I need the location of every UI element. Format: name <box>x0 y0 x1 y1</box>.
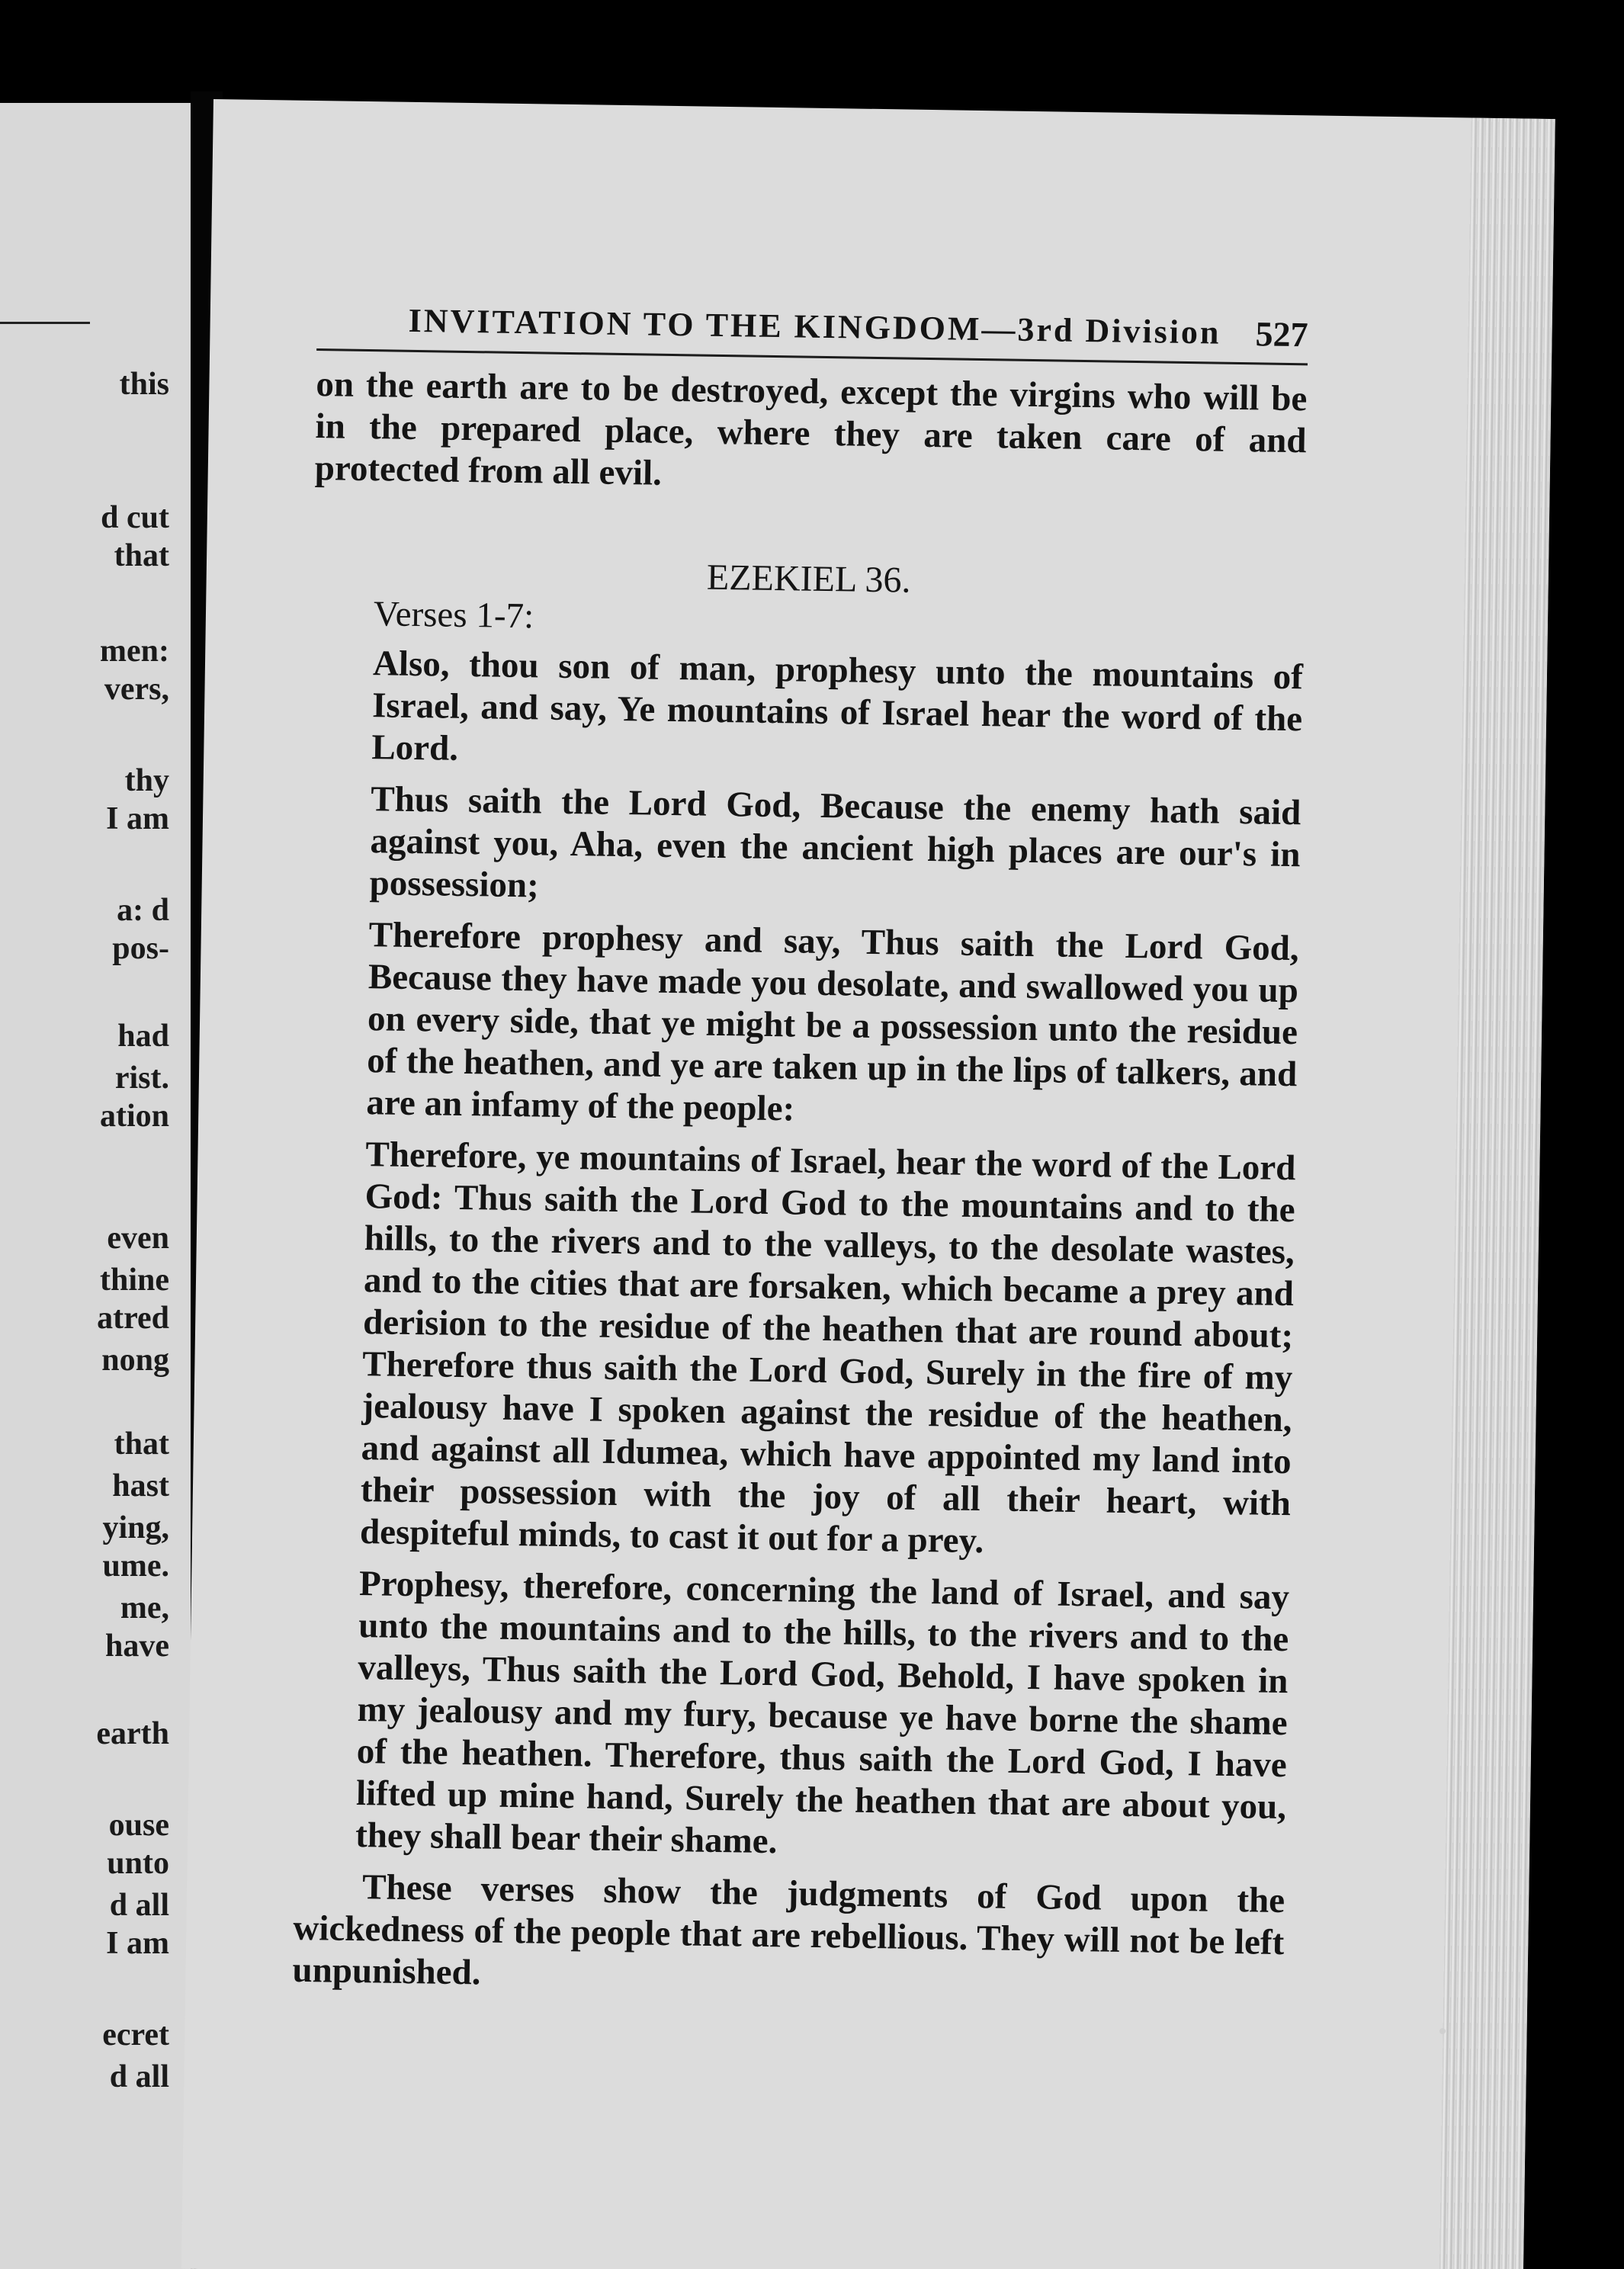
main-page <box>181 99 1555 2269</box>
left-page-line: ation <box>99 1099 169 1134</box>
left-page-line: pos- <box>112 931 169 966</box>
verse-paragraph: Also, thou son of man, prophesy unto the mountains of Israel, and say, Ye mountains of Israel hear the word of the Lord. <box>371 643 1304 769</box>
left-page-line: even <box>107 1221 169 1256</box>
page-number: 527 <box>1255 314 1308 355</box>
left-page-line: d all <box>109 1888 169 1923</box>
left-page-line: ume. <box>102 1549 169 1584</box>
page-stack-edge <box>1439 117 1555 2269</box>
left-page-line: thine <box>99 1263 169 1298</box>
verse-paragraph: Thus saith the Lord God, Because the enemy hath said against you, Aha, even the ancient high places are our's in possession; <box>369 779 1301 906</box>
header-title: INVITATION TO THE KINGDOM—3rd Division <box>408 301 1221 351</box>
left-page-line: thy <box>124 763 169 798</box>
scan-border-right <box>1555 0 1624 2269</box>
left-page-line: ying, <box>102 1510 169 1545</box>
left-page-line: me, <box>120 1590 169 1626</box>
verse-paragraph: Prophesy, therefore, concerning the land of Israel, and say unto the mountains and to the hills, to the rivers and to the valleys, Thus saith the Lord God, Behold, I have spoken in my jealousy and my fury, because ye have borne the shame of the heathen. Therefore, thus saith the Lord God, I have lifted up mine hand, Surely the heathen that are about you, they shall bear their shame. <box>355 1564 1290 1862</box>
left-page-line: a: d <box>117 893 169 928</box>
left-page-line: ecret <box>102 2017 169 2052</box>
opening-paragraph: on the earth are to be destroyed, except the virgins who will be in the prepared place, where they are taken care of and protected from all evil. <box>314 364 1308 493</box>
left-page-line: ouse <box>108 1808 169 1843</box>
verse-paragraph: Therefore prophesy and say, Thus saith the Lord God, Because they have made you desolate, and swallowed you up on every side, that ye might be a possession unto the residue of the heathen, and ye are taken up in the lips of talkers, and are an infamy of the people: <box>366 915 1300 1129</box>
left-page-line: I am <box>106 801 169 836</box>
left-page-line: that <box>114 1427 169 1462</box>
left-page-line: this <box>119 367 169 402</box>
left-page-line: earth <box>96 1716 169 1751</box>
left-page-rule <box>0 322 90 324</box>
left-page-line: unto <box>107 1846 169 1881</box>
left-page-line: rist. <box>114 1061 169 1096</box>
verse-paragraph: Therefore, ye mountains of Israel, hear the word of the Lord God: Thus saith the Lord God to the mountains and to the hills, to the rivers and to the valleys, to the desolate wastes, and to the cities that are forsaken, which became a prey and derision to the residue of the heathen that are round about; Therefore thus saith the Lord God, Surely in the fire of my jealousy have I spoken against the residue of the heathen, and against all Idumea, which have appointed my land into their possession with the joy of all their heart, with despiteful minds, to cast it out for a prey. <box>359 1134 1296 1561</box>
left-page-line: men: <box>100 634 169 669</box>
chapter-heading: EZEKIEL 36. <box>706 557 911 601</box>
left-facing-page <box>0 103 191 2269</box>
page-body <box>292 364 1308 2006</box>
scan-speck <box>1439 2028 1446 2034</box>
verses-label: Verses 1-7: <box>373 594 534 637</box>
left-page-line: hast <box>112 1468 169 1504</box>
running-header <box>316 295 1308 365</box>
left-page-line: d cut <box>101 500 169 535</box>
left-page-line: that <box>114 538 169 573</box>
left-page-line: atred <box>97 1301 169 1336</box>
left-page-line: nong <box>101 1343 169 1378</box>
left-page-line: had <box>117 1019 169 1054</box>
left-page-line: have <box>105 1629 169 1664</box>
left-page-line: vers, <box>104 672 169 707</box>
commentary-paragraph: These verses show the judgments of God upon the wickedness of the people that are rebellious. They will not be left unpunished. <box>292 1867 1285 1993</box>
left-page-line: I am <box>106 1926 169 1961</box>
left-page-line: d all <box>109 2059 169 2094</box>
